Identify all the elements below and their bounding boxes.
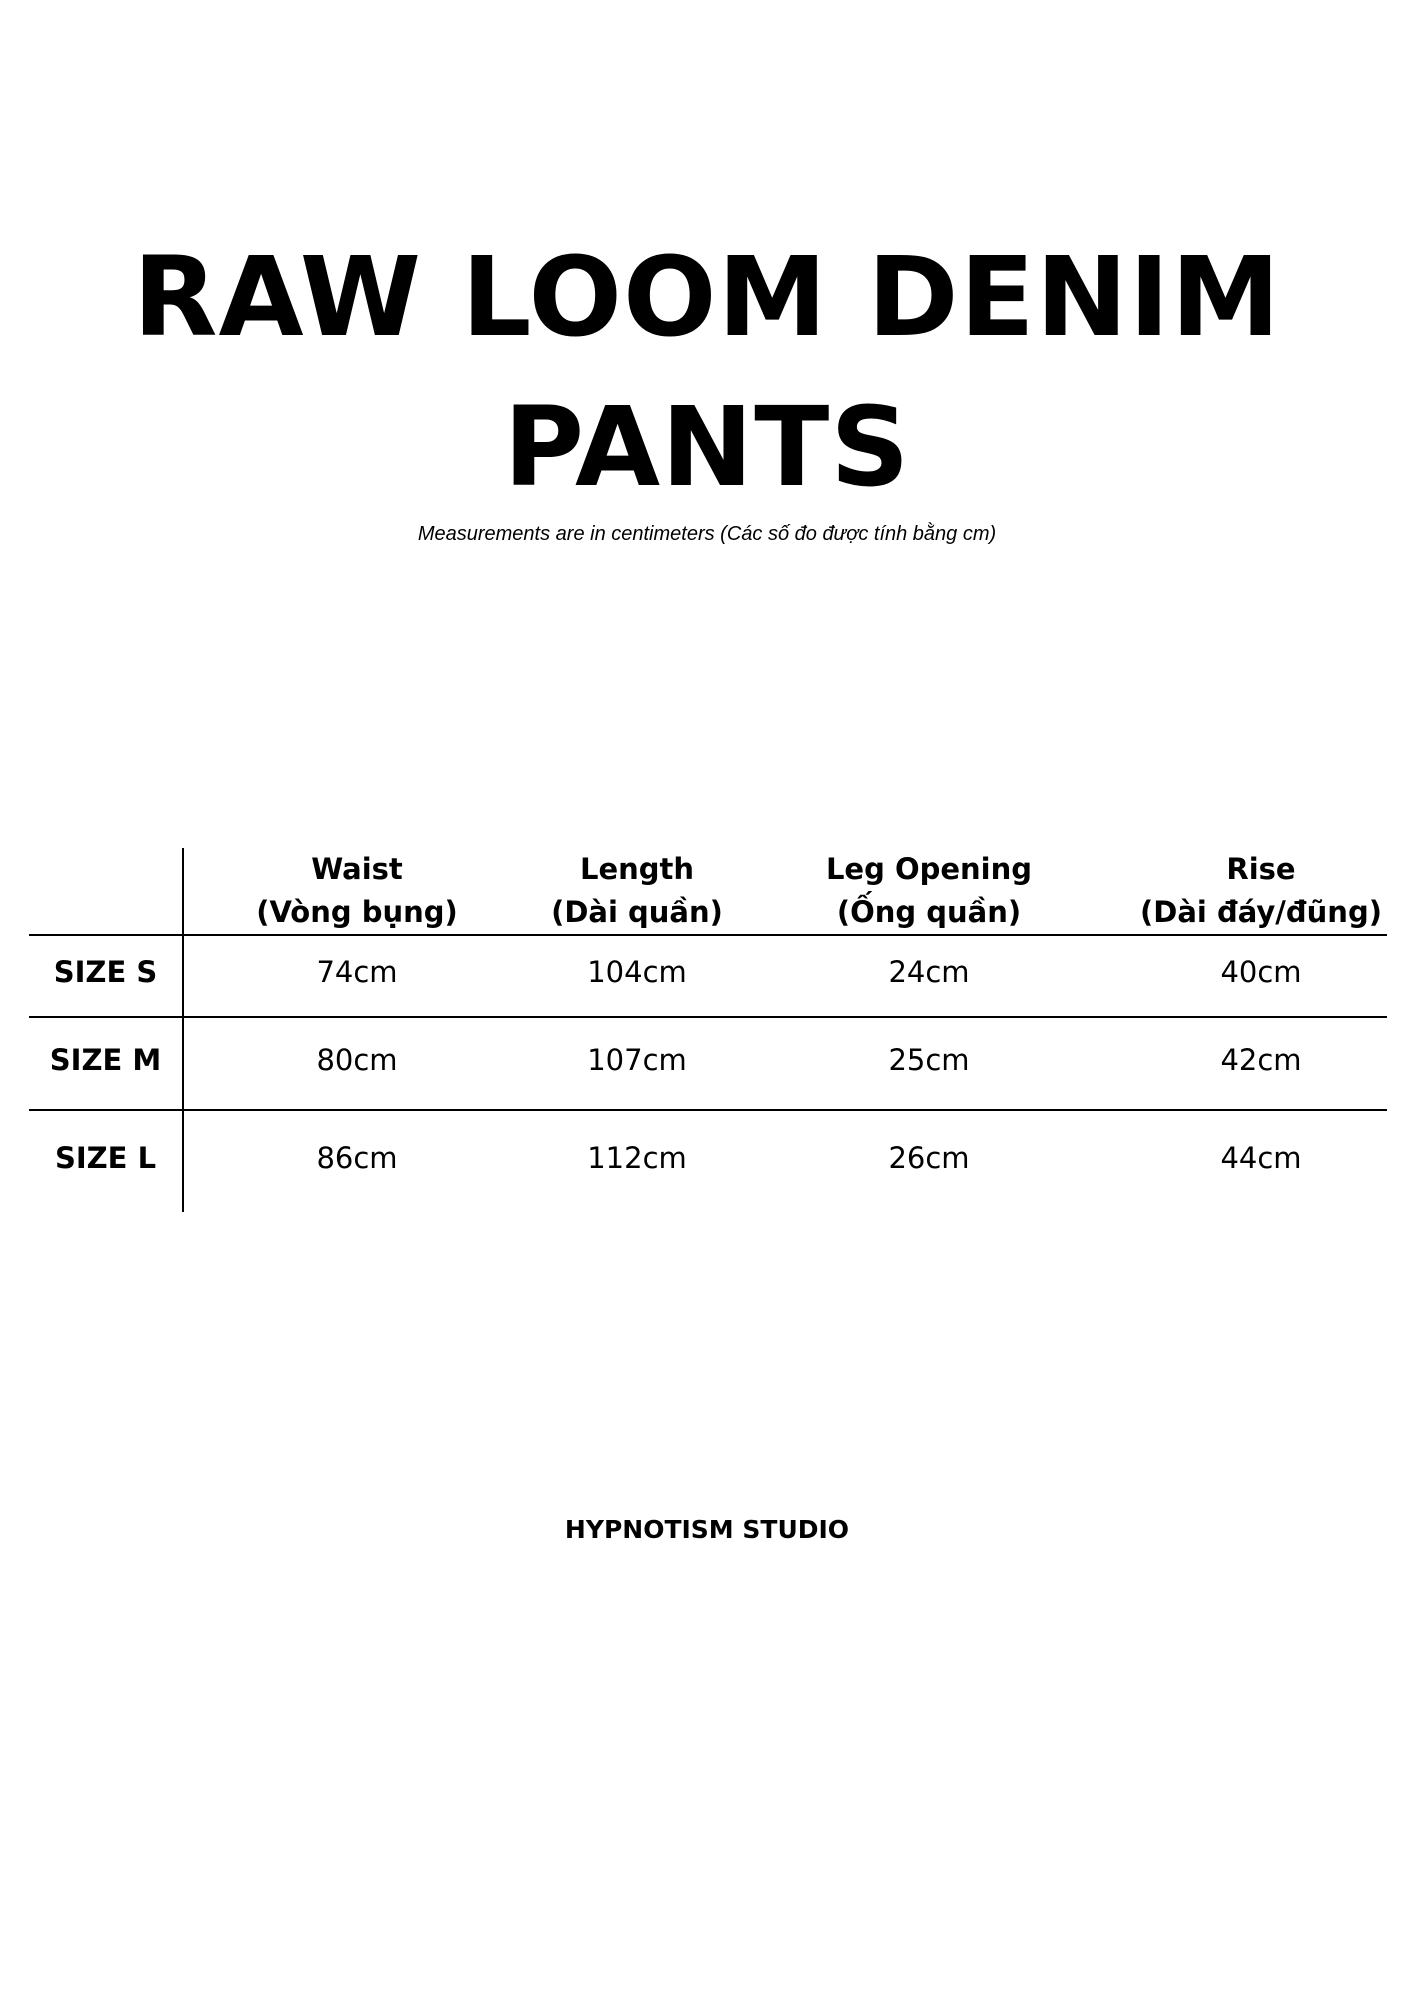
row-label-size-m: SIZE M (49, 1043, 162, 1077)
table-cell: 80cm (316, 1043, 398, 1077)
column-header-translation: (Vòng bụng) (256, 895, 458, 929)
table-divider-row-1 (29, 1016, 1387, 1018)
table-cell: 25cm (888, 1043, 970, 1077)
column-header-label: Waist (311, 852, 403, 886)
table-cell: 104cm (587, 955, 687, 989)
measurement-note: Measurements are in centimeters (Các số đo được tính bằng cm) (417, 523, 997, 545)
table-cell: 112cm (587, 1141, 687, 1175)
table-cell: 42cm (1220, 1043, 1302, 1077)
row-label-size-l: SIZE L (54, 1141, 157, 1175)
column-header-leg-opening (779, 848, 1079, 934)
table-cell: 44cm (1220, 1141, 1302, 1175)
table-vertical-divider (182, 848, 184, 1212)
column-header-translation: (Dài đáy/đũng) (1140, 895, 1382, 929)
table-cell: 26cm (888, 1141, 970, 1175)
column-header-label: Length (579, 852, 695, 886)
row-label-size-s: SIZE S (53, 955, 158, 989)
column-header-translation: (Ống quần) (836, 895, 1022, 929)
table-cell: 86cm (316, 1141, 398, 1175)
table-cell: 24cm (888, 955, 970, 989)
table-divider-header (29, 934, 1387, 936)
table-cell: 107cm (587, 1043, 687, 1077)
column-header-label: Leg Opening (825, 852, 1033, 886)
title-line-1: RAW LOOM DENIM (132, 233, 1282, 361)
table-divider-row-2 (29, 1109, 1387, 1111)
column-header-rise (1111, 848, 1411, 934)
column-header-waist (207, 848, 507, 934)
column-header-translation: (Dài quần) (551, 895, 723, 929)
size-chart-table (29, 848, 1387, 1212)
table-cell: 40cm (1220, 955, 1302, 989)
table-cell: 74cm (316, 955, 398, 989)
column-header-length (487, 848, 787, 934)
page-title (0, 222, 1414, 522)
title-line-2: PANTS (503, 383, 911, 511)
brand-footer: HYPNOTISM STUDIO (564, 1515, 850, 1544)
column-header-label: Rise (1226, 852, 1296, 886)
